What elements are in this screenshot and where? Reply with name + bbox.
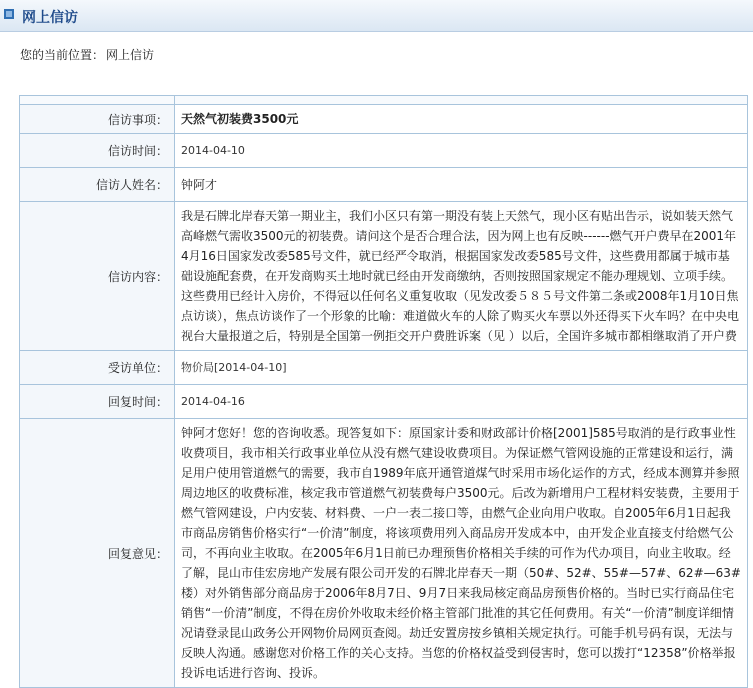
table-row xyxy=(20,419,748,688)
table-row xyxy=(20,351,748,385)
time-value: 2014-04-10 xyxy=(175,134,748,168)
reply-time-value: 2014-04-16 xyxy=(175,385,748,419)
table-row xyxy=(20,385,748,419)
reply-label: 回复意见： xyxy=(20,419,175,688)
table-row xyxy=(20,202,748,351)
content-value: 我是石牌北岸春天第一期业主，我们小区只有第一期没有装上天然气，现小区有贴出告示，说如装天然气高峰燃气需收3500元的初装费。请问这个是否合理合法，因为网上也有反映------燃气开户费早在2001年4月16日国家发改委585号文件，就已经严令取消，根据国家发改委585号文件，这些费用都属于城市基础设施配套费，在开发商购买土地时就已经由开发商缴纳，否则按照国家规定不能办理规划、立项手续。这些费用已经计入房价，不得冠以任何名义重复收取（见发改委５８５号文件第二条或2008年1月10日焦点访谈），焦点访谈作了一个形象的比喻：难道做火车的人除了购买火车票以外还得买下火车吗？在中央电视台大量报道之后，特别是全国第一例拒交开户费胜诉案（见 ）以后，全国许多城市都相继取消了开户费 xyxy=(175,202,748,351)
table-top-spacer xyxy=(20,96,748,105)
subject-value: 天然气初装费3500元 xyxy=(175,105,748,134)
time-label: 信访时间： xyxy=(20,134,175,168)
name-value: 钟阿才 xyxy=(175,168,748,202)
header-divider xyxy=(90,31,753,32)
breadcrumb xyxy=(20,46,156,63)
petition-detail-table xyxy=(19,95,748,688)
table-row xyxy=(20,168,748,202)
subject-label: 信访事项： xyxy=(20,105,175,134)
unit-label: 受访单位： xyxy=(20,351,175,385)
breadcrumb-current: 网上信访 xyxy=(106,48,155,62)
page-header xyxy=(0,0,753,32)
breadcrumb-label: 您的当前位置： xyxy=(20,48,105,62)
unit-value: 物价局[2014-04-10] xyxy=(175,351,748,385)
page-title: 网上信访 xyxy=(22,10,78,26)
content-label: 信访内容： xyxy=(20,202,175,351)
name-label: 信访人姓名： xyxy=(20,168,175,202)
reply-time-label: 回复时间： xyxy=(20,385,175,419)
table-row xyxy=(20,134,748,168)
reply-value: 钟阿才您好！您的咨询收悉。现答复如下：原国家计委和财政部计价格[2001]585号取消的是行政事业性收费项目，我市相关行政事业单位从没有燃气建设收费项目。为保证燃气管网设施的正常建设和运行，满足用户使用管道燃气的需要，我市自1989年底开通管道煤气时采用市场化运作的方式，经成本测算并参照周边地区的收费标准，核定我市管道燃气初装费每户3500元。后改为新增用户工程材料安装费，主要用于燃气管网建设，户内安装、材料费、一户一表二接口等，由燃气企业向用户收取。自2005年6月1日起我市商品房销售价格实行“一价清”制度，将该项费用列入商品房开发成本中，由开发企业直接支付给燃气公司，不再向业主收取。在2005年6月1日前已办理预售价格相关手续的可作为代办项目，向业主收取。经了解，昆山市佳宏房地产发展有限公司开发的石牌北岸春天一期（50#、52#、55#—57#、62#—63#楼）对外销售部分商品房于2006年8月7日、9月7日来我局核定商品房预售价格的。当时已实行商品住宅销售“一价清”制度，不得在房价外收取未经价格主管部门批准的其它任何费用。有关“一价清”制度详细情况请登录昆山政务公开网物价局网页查阅。劫迁安置房按乡镇相关规定执行。可能手机号码有误，无法与反映人沟通。感谢您对价格工作的关心支持。当您的价格权益受到侵害时，您可以拨打“12358”价格举报投诉电话进行咨询、投诉。 xyxy=(175,419,748,688)
bullet-square-icon xyxy=(4,9,14,19)
table-row xyxy=(20,105,748,134)
